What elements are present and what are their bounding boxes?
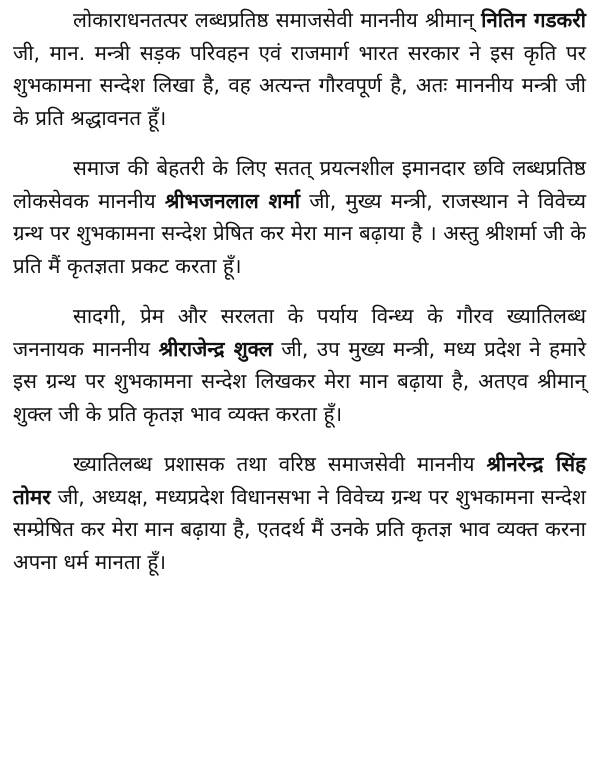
honoree-name: श्रीराजेन्द्र शुक्ल <box>158 336 273 361</box>
paragraph-text: जी, उप मुख्य मन्त्री, मध्य प्रदेश ने हमारे इस ग्रन्थ पर शुभकामना सन्देश लिखकर मेरा मान बढ़ाया है, अतएव श्रीमान् शुक्ल जी के प्रति कृतज्ञ भाव व्यक्त करता हूँ। <box>13 336 586 426</box>
paragraph-narendra-singh-tomar <box>13 448 586 578</box>
paragraph-text: जी, अध्यक्ष, मध्यप्रदेश विधानसभा ने विवेच्य ग्रन्थ पर शुभकामना सन्देश सम्प्रेषित कर मेरा मान बढ़ाया है, एतदर्थ मैं उनके प्रति कृतज्ञ भाव व्यक्त करना अपना धर्म मानता हूँ। <box>13 484 586 574</box>
paragraph-text: जी, मुख्य मन्त्री, राजस्थान ने विवेच्य ग्रन्थ पर शुभकामना सन्देश प्रेषित कर मेरा मान बढ़ाया है । अस्तु श्रीशर्मा जी के प्रति मैं कृतज्ञता प्रकट करता हूँ। <box>13 188 587 278</box>
paragraph-bhajanlal-sharma <box>13 152 586 282</box>
paragraph-gadkari <box>13 4 586 134</box>
honoree-name: नितिन गडकरी <box>481 8 586 32</box>
paragraph-text: ख्यातिलब्ध प्रशासक तथा वरिष्ठ समाजसेवी माननीय <box>73 452 487 476</box>
paragraph-text: सादगी, प्रेम और सरलता के पर्याय विन्ध्य के गौरव ख्यातिलब्ध जननायक माननीय <box>13 304 586 361</box>
paragraph-text: जी, मान. मन्त्री सड़क परिवहन एवं राजमार्ग भारत सरकार ने इस कृति पर शुभकामना सन्देश लिखा है, वह अत्यन्त गौरवपूर्ण है, अतः माननीय मन्त्री जी के प्रति श्रद्धावनत हूँ। <box>13 40 586 130</box>
honoree-name: श्रीनरेन्द्र सिंह तोमर <box>13 452 586 509</box>
paragraph-text: समाज की बेहतरी के लिए सतत् प्रयत्नशील इमानदार छवि लब्धप्रतिष्ठ लोकसेवक माननीय <box>13 156 586 213</box>
paragraph-text: लोकाराधनतत्पर लब्धप्रतिष्ठ समाजसेवी माननीय श्रीमान् <box>73 8 482 32</box>
honoree-name: श्रीभजनलाल शर्मा <box>164 188 301 213</box>
paragraph-rajendra-shukla <box>13 300 586 430</box>
